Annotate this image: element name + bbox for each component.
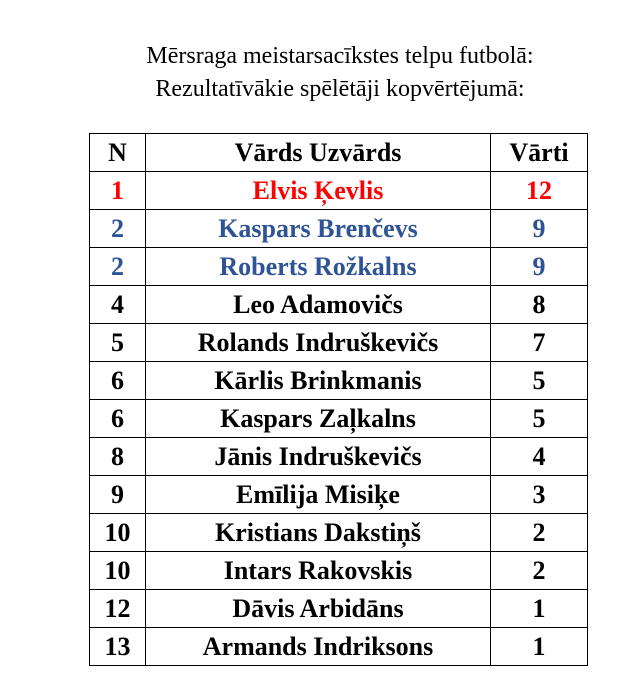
rank-cell: 5 (90, 324, 146, 362)
table-row (90, 324, 588, 362)
table-row (90, 476, 588, 514)
table-row (90, 362, 588, 400)
table-row (90, 590, 588, 628)
header-goals: Vārti (491, 134, 588, 172)
table-row (90, 628, 588, 666)
rank-cell: 13 (90, 628, 146, 666)
player-name-cell: Kārlis Brinkmanis (146, 362, 491, 400)
scorers-table (89, 133, 588, 666)
rank-cell: 8 (90, 438, 146, 476)
rank-cell: 4 (90, 286, 146, 324)
player-name-cell: Kaspars Brenčevs (146, 210, 491, 248)
player-name-cell: Armands Indriksons (146, 628, 491, 666)
rank-cell: 12 (90, 590, 146, 628)
player-name-cell: Kristians Dakstiņš (146, 514, 491, 552)
goals-cell: 4 (491, 438, 588, 476)
page-title (70, 40, 610, 106)
header-name: Vārds Uzvārds (146, 134, 491, 172)
table-row (90, 552, 588, 590)
goals-cell: 1 (491, 590, 588, 628)
table-row (90, 400, 588, 438)
title-line-2: Rezultatīvākie spēlētāji kopvērtējumā: (155, 76, 525, 102)
rank-cell: 2 (90, 248, 146, 286)
rank-cell: 10 (90, 514, 146, 552)
player-name-cell: Jānis Indruškevičs (146, 438, 491, 476)
table-row (90, 210, 588, 248)
rank-cell: 6 (90, 400, 146, 438)
table-row (90, 248, 588, 286)
rank-cell: 9 (90, 476, 146, 514)
player-name-cell: Emīlija Misiķe (146, 476, 491, 514)
title-line-1: Mērsraga meistarsacīkstes telpu futbolā: (146, 43, 534, 69)
goals-cell: 5 (491, 400, 588, 438)
goals-cell: 9 (491, 210, 588, 248)
goals-cell: 2 (491, 514, 588, 552)
goals-cell: 3 (491, 476, 588, 514)
player-name-cell: Elvis Ķevlis (146, 172, 491, 210)
table-row (90, 172, 588, 210)
player-name-cell: Dāvis Arbidāns (146, 590, 491, 628)
player-name-cell: Rolands Indruškevičs (146, 324, 491, 362)
rank-cell: 6 (90, 362, 146, 400)
table-row (90, 438, 588, 476)
goals-cell: 12 (491, 172, 588, 210)
table-row (90, 514, 588, 552)
goals-cell: 7 (491, 324, 588, 362)
goals-cell: 2 (491, 552, 588, 590)
player-name-cell: Leo Adamovičs (146, 286, 491, 324)
player-name-cell: Roberts Rožkalns (146, 248, 491, 286)
goals-cell: 8 (491, 286, 588, 324)
header-rank: N (90, 134, 146, 172)
rank-cell: 2 (90, 210, 146, 248)
player-name-cell: Kaspars Zaļkalns (146, 400, 491, 438)
rank-cell: 1 (90, 172, 146, 210)
rank-cell: 10 (90, 552, 146, 590)
player-name-cell: Intars Rakovskis (146, 552, 491, 590)
table-header-row (90, 134, 588, 172)
goals-cell: 1 (491, 628, 588, 666)
goals-cell: 5 (491, 362, 588, 400)
table-row (90, 286, 588, 324)
goals-cell: 9 (491, 248, 588, 286)
